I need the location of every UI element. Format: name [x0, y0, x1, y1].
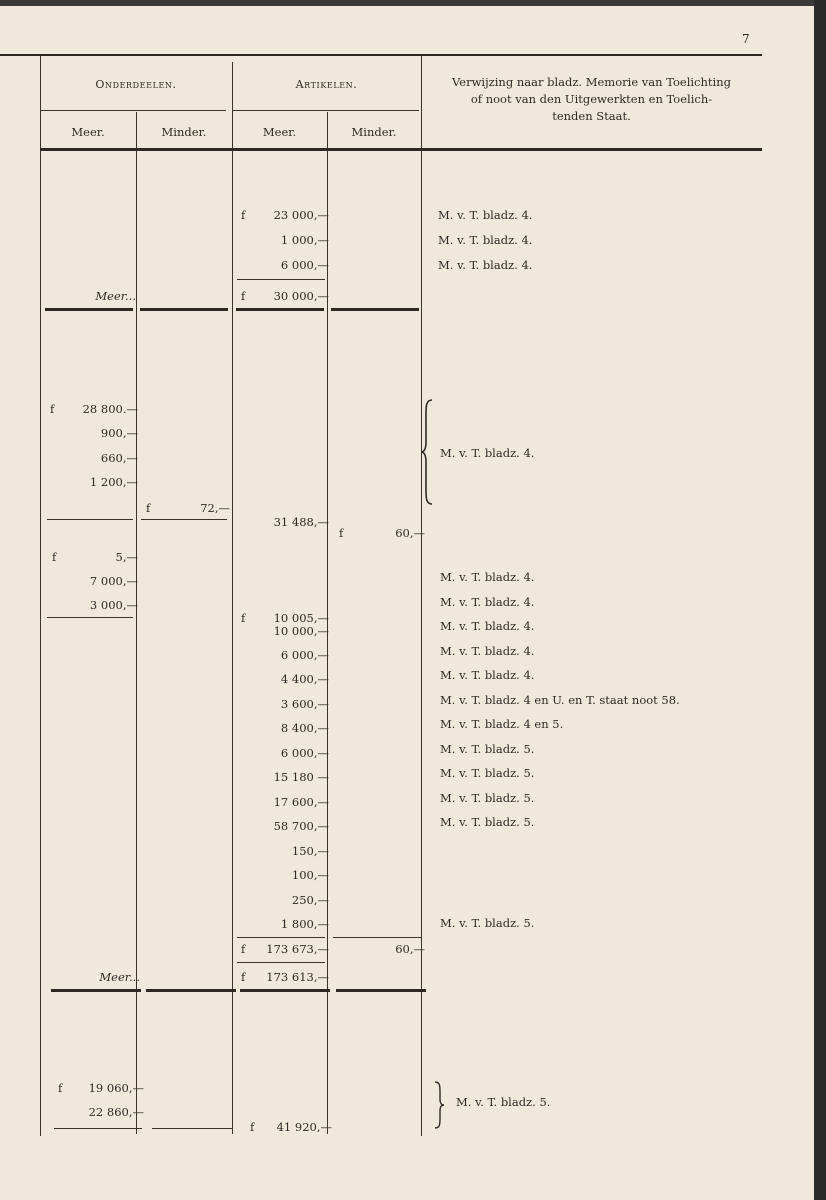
brace-icon — [433, 1080, 445, 1130]
header-divider — [421, 56, 422, 1136]
header-onderdeelen: Onderdeelen. — [95, 78, 177, 91]
guilder-sign: f — [241, 611, 246, 625]
header-verwijzing-line: tenden Staat. — [552, 109, 631, 123]
header-rule — [40, 110, 226, 111]
guilder-sign: f — [250, 1120, 255, 1134]
header-meer: Meer. — [262, 125, 297, 139]
art-minder-value: 60,— — [395, 526, 425, 540]
art-meer-value: 17 600,— — [273, 795, 329, 809]
art-meer-value: 4 400,— — [280, 672, 329, 686]
block-end-rule — [236, 308, 324, 311]
header-verwijzing-line: of noot van den Uitgewerkten en Toelich- — [470, 92, 713, 106]
art-minder-subtotal: 60,— — [395, 942, 425, 956]
sum-rule — [237, 937, 325, 938]
ond-meer-value: 19 060,— — [88, 1081, 144, 1095]
reference: M. v. T. bladz. 5. — [440, 815, 535, 829]
reference: M. v. T. bladz. 4 en U. en T. staat noot 58. — [440, 693, 680, 707]
block-end-rule — [240, 989, 330, 992]
reference: M. v. T. bladz. 5. — [440, 742, 535, 756]
art-meer-value: 6 000,— — [280, 258, 329, 272]
header-minder: Minder. — [351, 125, 397, 139]
art-meer-value: 6 000,— — [280, 746, 329, 760]
sum-rule — [237, 962, 325, 963]
block-end-rule — [45, 308, 133, 311]
art-meer-value: 100,— — [291, 868, 329, 882]
block-end-rule — [146, 989, 236, 992]
reference: M. v. T. bladz. 4 en 5. — [440, 717, 564, 731]
reference: M. v. T. bladz. 4. — [440, 619, 535, 633]
brace-reference: M. v. T. bladz. 5. — [456, 1095, 551, 1109]
header-rule — [233, 110, 419, 111]
sum-rule — [141, 519, 227, 520]
art-meer-total: 173 613,— — [266, 970, 329, 984]
art-meer-value: 250,— — [291, 893, 329, 907]
top-rule — [0, 54, 762, 56]
art-meer-value: 41 920,— — [276, 1120, 332, 1134]
reference: M. v. T. bladz. 5. — [440, 916, 535, 930]
reference: M. v. T. bladz. 4. — [440, 595, 535, 609]
meer-total-label: Meer... — [99, 970, 140, 984]
ond-meer-value: 900,— — [100, 426, 138, 440]
page-edge — [814, 0, 826, 1200]
ond-minder-value: 72,— — [200, 501, 230, 515]
block-end-rule — [140, 308, 228, 311]
block-end-rule — [51, 989, 141, 992]
header-verwijzing-line: Verwijzing naar bladz. Memorie van Toelichting — [452, 75, 731, 89]
sum-rule — [54, 1128, 142, 1129]
ond-meer-value: 1 200,— — [89, 475, 138, 489]
art-meer-value: 23 000,— — [273, 208, 329, 222]
art-meer-value: 31 488,— — [273, 515, 329, 529]
guilder-sign: f — [58, 1081, 63, 1095]
art-meer-value: 150,— — [291, 844, 329, 858]
guilder-sign: f — [339, 526, 344, 540]
sum-rule — [152, 1128, 232, 1129]
page-number: 7 — [742, 32, 750, 46]
ond-meer-value: 7 000,— — [89, 574, 138, 588]
reference: M. v. T. bladz. 5. — [440, 791, 535, 805]
ond-meer-value: 5,— — [115, 550, 138, 564]
guilder-sign: f — [52, 550, 57, 564]
block-end-rule — [331, 308, 419, 311]
sum-rule — [47, 617, 133, 618]
ond-meer-value: 22 860,— — [88, 1105, 144, 1119]
reference: M. v. T. bladz. 4. — [438, 233, 533, 247]
reference: M. v. T. bladz. 5. — [440, 766, 535, 780]
block-end-rule — [336, 989, 426, 992]
art-meer-value: 1 000,— — [280, 233, 329, 247]
reference: M. v. T. bladz. 4. — [440, 644, 535, 658]
art-meer-value: 15 180 — — [273, 770, 329, 784]
guilder-sign: f — [241, 208, 246, 222]
brace-icon — [420, 398, 434, 506]
guilder-sign: f — [241, 942, 246, 956]
art-meer-subtotal: 173 673,— — [266, 942, 329, 956]
reference: M. v. T. bladz. 4. — [440, 668, 535, 682]
guilder-sign: f — [146, 501, 151, 515]
meer-total-label: Meer... — [95, 289, 136, 303]
art-meer-value: 6 000,— — [280, 648, 329, 662]
header-meer: Meer. — [71, 125, 105, 139]
brace-reference: M. v. T. bladz. 4. — [440, 446, 535, 460]
guilder-sign: f — [50, 402, 55, 416]
reference: M. v. T. bladz. 4. — [438, 208, 533, 222]
header-minder: Minder. — [161, 125, 207, 139]
reference: M. v. T. bladz. 4. — [440, 570, 535, 584]
ond-meer-value: 660,— — [100, 451, 138, 465]
art-meer-value: 3 600,— — [280, 697, 329, 711]
ond-meer-value: 3 000,— — [89, 598, 138, 612]
art-meer-total: 30 000,— — [273, 289, 329, 303]
ond-meer-value: 28 800.— — [82, 402, 138, 416]
header-bottom-rule — [40, 148, 762, 151]
sum-rule — [47, 519, 133, 520]
sum-rule — [237, 279, 325, 280]
art-meer-value: 58 700,— — [273, 819, 329, 833]
sum-rule — [333, 937, 421, 938]
art-meer-value: 1 800,— — [280, 917, 329, 931]
art-meer-value: 10 000,— — [273, 624, 329, 638]
document-page — [0, 6, 814, 1200]
art-meer-value: 10 005,— — [273, 611, 329, 625]
header-artikelen: Artikelen. — [295, 78, 358, 91]
guilder-sign: f — [241, 289, 246, 303]
reference: M. v. T. bladz. 4. — [438, 258, 533, 272]
art-meer-value: 8 400,— — [280, 721, 329, 735]
guilder-sign: f — [241, 970, 246, 984]
